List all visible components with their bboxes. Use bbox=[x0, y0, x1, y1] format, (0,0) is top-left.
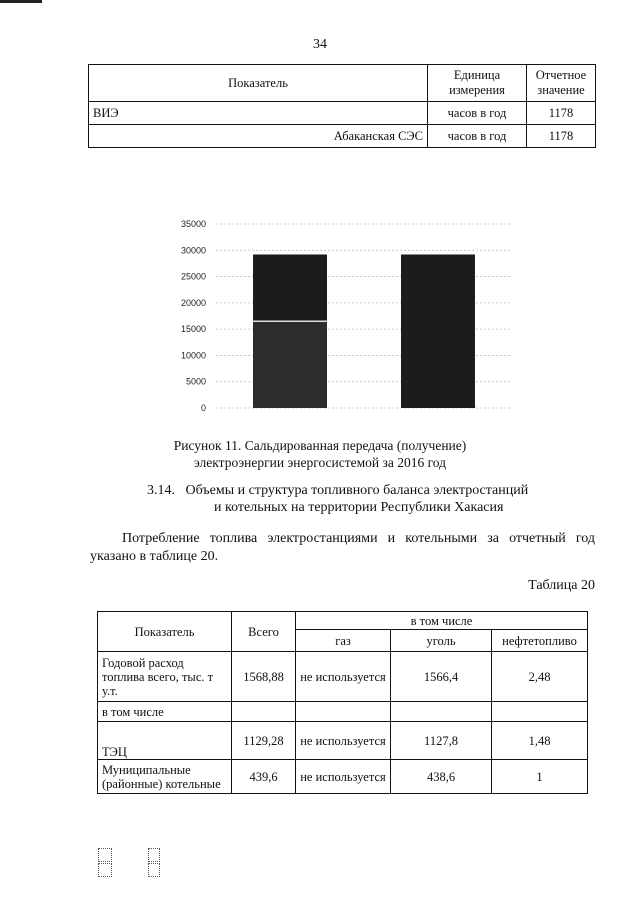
y-tick-label: 15000 bbox=[180, 324, 206, 335]
corner-mark bbox=[0, 0, 42, 3]
row-gas: не используется bbox=[296, 760, 391, 794]
heading-line-2: и котельных на территории Республики Хакасия bbox=[214, 500, 504, 515]
header-total: Всего bbox=[232, 612, 296, 652]
header-gas: газ bbox=[296, 630, 391, 652]
empty-cell bbox=[391, 702, 492, 722]
row-gas: не используется bbox=[296, 652, 391, 702]
subheader-label: в том числе bbox=[98, 702, 232, 722]
row-total: 439,6 bbox=[232, 760, 296, 794]
y-tick-label: 5000 bbox=[185, 376, 206, 387]
row-indicator: Годовой расход топлива всего, тыс. т у.т. bbox=[98, 652, 232, 702]
y-tick-label: 10000 bbox=[180, 350, 206, 361]
row-unit: часов в год bbox=[428, 102, 527, 125]
y-tick-label: 20000 bbox=[180, 297, 206, 308]
empty-cell bbox=[492, 702, 588, 722]
row-indicator: Муниципальные (районные) котельные bbox=[98, 760, 232, 794]
row-oil: 1 bbox=[492, 760, 588, 794]
header-unit: Единица измерения bbox=[428, 65, 527, 102]
table-row bbox=[89, 125, 596, 148]
row-coal: 438,6 bbox=[391, 760, 492, 794]
row-coal: 1127,8 bbox=[391, 722, 492, 760]
row-indicator: ТЭЦ bbox=[98, 722, 232, 760]
caption-line-2: электроэнергии энергосистемой за 2016 год bbox=[193, 455, 447, 470]
heading-line-1: 3.14. Объемы и структура топливного баланса электростанций bbox=[147, 483, 529, 498]
empty-cell bbox=[232, 702, 296, 722]
table-row bbox=[98, 722, 588, 760]
row-indicator: Абаканская СЭС bbox=[89, 125, 428, 148]
table-subheader-row bbox=[98, 702, 588, 722]
table-20 bbox=[97, 611, 588, 794]
row-total: 1568,88 bbox=[232, 652, 296, 702]
header-indicator: Показатель bbox=[98, 612, 232, 652]
row-coal: 1566,4 bbox=[391, 652, 492, 702]
header-indicator: Показатель bbox=[89, 65, 428, 102]
header-oil: нефтетопливо bbox=[492, 630, 588, 652]
body-paragraph: Потребление топлива электростанциями и котельными за отчетный год указано в таблице 20. bbox=[90, 531, 595, 564]
bar-chart bbox=[146, 198, 522, 438]
table-label: Таблица 20 bbox=[528, 578, 595, 593]
header-coal: уголь bbox=[391, 630, 492, 652]
row-oil: 1,48 bbox=[492, 722, 588, 760]
chart-svg bbox=[146, 198, 522, 438]
y-tick-label: 0 bbox=[200, 403, 206, 413]
bar-segment bbox=[253, 321, 327, 408]
page-number: 34 bbox=[313, 37, 327, 52]
empty-cell bbox=[296, 702, 391, 722]
row-unit: часов в год bbox=[428, 125, 527, 148]
table-row bbox=[89, 102, 596, 125]
y-tick-label: 35000 bbox=[180, 219, 206, 229]
table-19 bbox=[88, 64, 596, 148]
header-value: Отчетное значение bbox=[527, 65, 596, 102]
header-including: в том числе bbox=[296, 612, 588, 630]
section-heading bbox=[147, 482, 528, 516]
row-value: 1178 bbox=[527, 102, 596, 125]
stamp-mark bbox=[98, 848, 160, 876]
bar-segment bbox=[401, 254, 475, 408]
figure-caption bbox=[0, 437, 640, 471]
row-indicator: ВИЭ bbox=[89, 102, 428, 125]
table-header-row bbox=[98, 612, 588, 630]
row-oil: 2,48 bbox=[492, 652, 588, 702]
table-row bbox=[98, 760, 588, 794]
table-header-row bbox=[89, 65, 596, 102]
y-tick-label: 30000 bbox=[180, 245, 206, 256]
bar-segment bbox=[253, 254, 327, 321]
row-gas: не используется bbox=[296, 722, 391, 760]
row-value: 1178 bbox=[527, 125, 596, 148]
row-total: 1129,28 bbox=[232, 722, 296, 760]
table-row bbox=[98, 652, 588, 702]
caption-line-1: Рисунок 11. Сальдированная передача (получение) bbox=[173, 438, 467, 453]
y-tick-label: 25000 bbox=[180, 271, 206, 282]
